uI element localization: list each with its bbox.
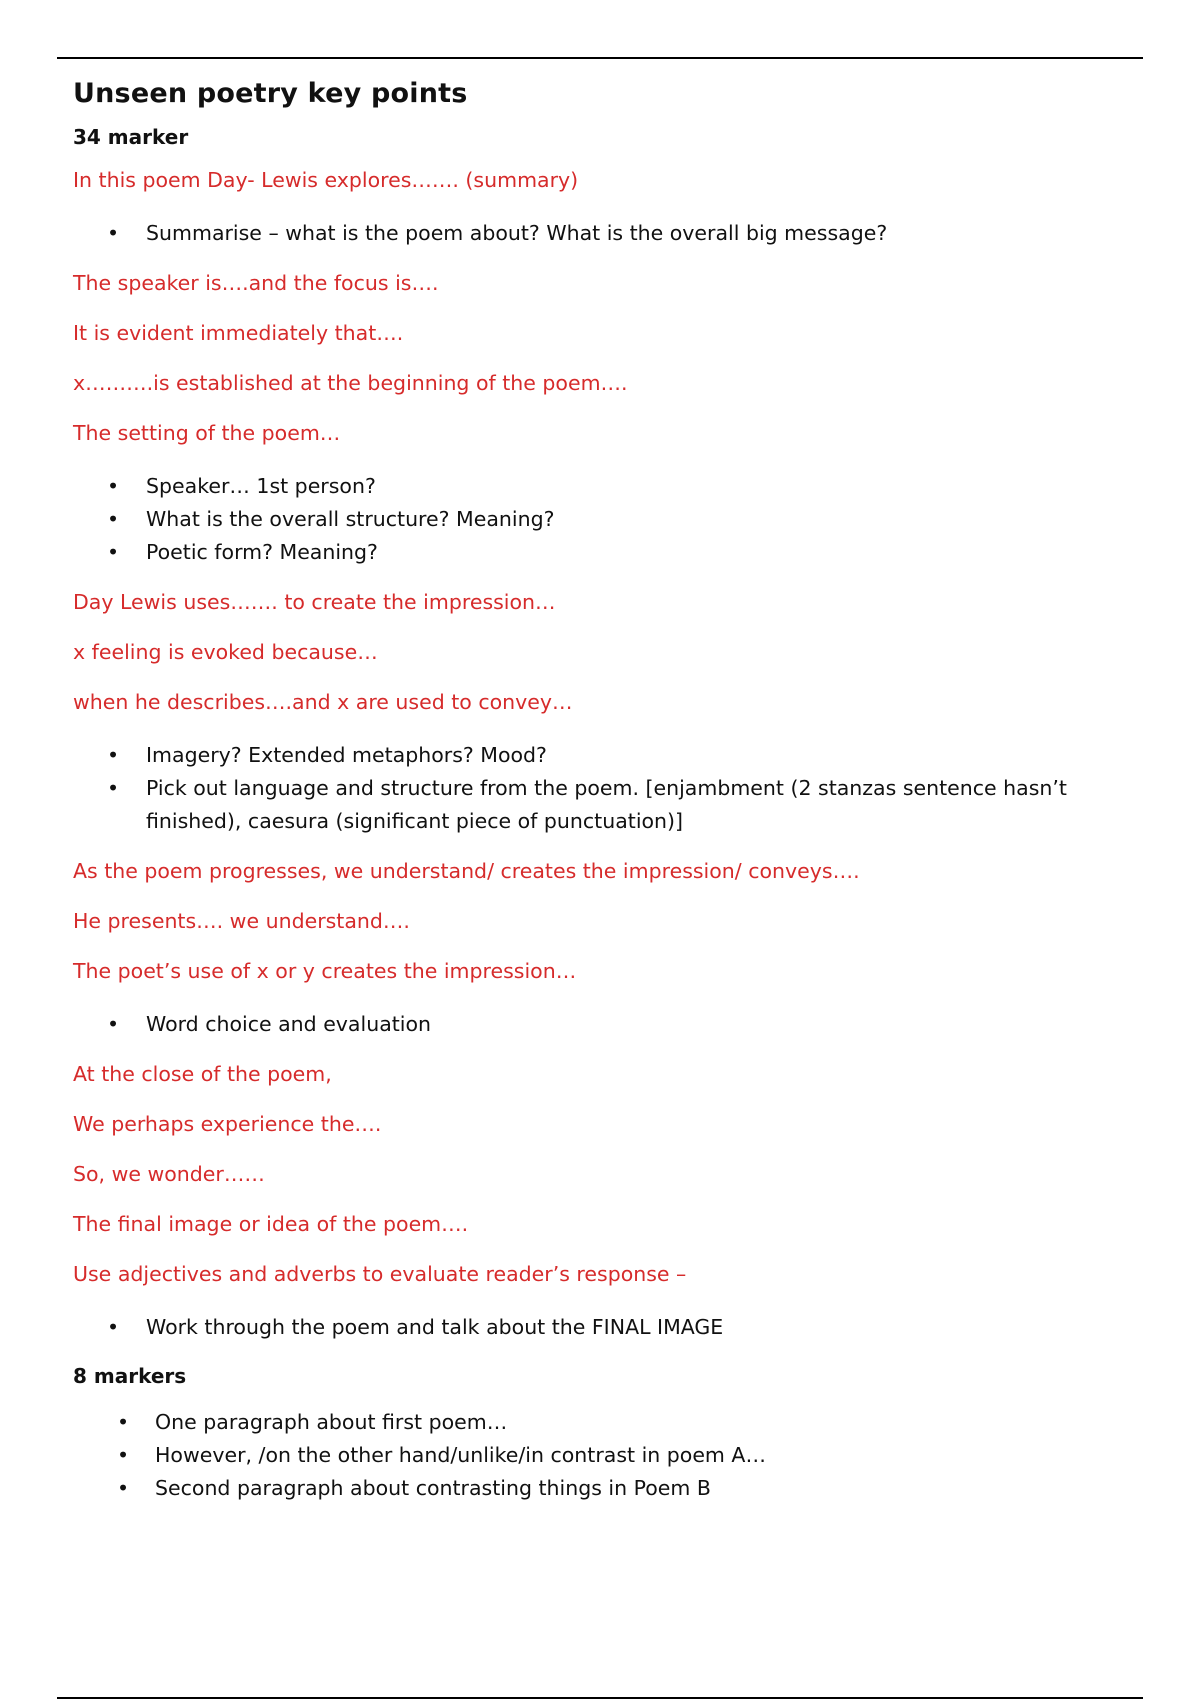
prompt-line: The poet’s use of x or y creates the impression… xyxy=(73,959,577,983)
list-item: • Imagery? Extended metaphors? Mood? xyxy=(73,739,1133,772)
bullet-list xyxy=(73,470,1133,569)
list-item: • One paragraph about first poem… xyxy=(73,1406,1133,1439)
bullet-list xyxy=(73,739,1133,838)
bullet-list xyxy=(73,217,1133,250)
prompt-line: x feeling is evoked because… xyxy=(73,640,378,664)
list-item: • What is the overall structure? Meaning? xyxy=(73,503,1133,536)
prompt-line: The speaker is….and the focus is…. xyxy=(73,271,439,295)
list-item: • Work through the poem and talk about the FINAL IMAGE xyxy=(73,1311,1133,1344)
prompt-line: Day Lewis uses……. to create the impression… xyxy=(73,590,556,614)
list-item: • Second paragraph about contrasting things in Poem B xyxy=(73,1472,1133,1505)
prompt-line: As the poem progresses, we understand/ creates the impression/ conveys…. xyxy=(73,859,860,883)
list-item: • Summarise – what is the poem about? What is the overall big message? xyxy=(73,217,1133,250)
bullet-list xyxy=(73,1008,1133,1041)
section-heading-8: 8 markers xyxy=(73,1364,187,1388)
list-item: • Poetic form? Meaning? xyxy=(73,536,1133,569)
prompt-line: The setting of the poem… xyxy=(73,421,341,445)
prompt-line: The final image or idea of the poem…. xyxy=(73,1212,469,1236)
page-title: Unseen poetry key points xyxy=(73,78,468,109)
list-item: • Word choice and evaluation xyxy=(73,1008,1133,1041)
section-heading-34: 34 marker xyxy=(73,125,189,149)
bullet-list xyxy=(73,1311,1133,1344)
prompt-line: So, we wonder…… xyxy=(73,1162,265,1186)
bullet-list xyxy=(73,1406,1133,1505)
prompt-line: At the close of the poem, xyxy=(73,1062,332,1086)
top-rule xyxy=(57,57,1143,59)
document-body xyxy=(73,72,1133,1525)
prompt-line: x……….is established at the beginning of the poem…. xyxy=(73,371,628,395)
prompt-line: In this poem Day- Lewis explores……. (summary) xyxy=(73,168,579,192)
prompt-line: Use adjectives and adverbs to evaluate reader’s response – xyxy=(73,1262,687,1286)
bottom-rule xyxy=(57,1697,1143,1699)
prompt-line: We perhaps experience the…. xyxy=(73,1112,382,1136)
list-item: • However, /on the other hand/unlike/in contrast in poem A… xyxy=(73,1439,1133,1472)
prompt-line: He presents…. we understand…. xyxy=(73,909,410,933)
list-item: • Pick out language and structure from the poem. [enjambment (2 stanzas sentence hasn’t finished), caesura (significant piece of punctuation)] xyxy=(73,772,1133,838)
prompt-line: It is evident immediately that…. xyxy=(73,321,404,345)
list-item: • Speaker… 1st person? xyxy=(73,470,1133,503)
prompt-line: when he describes….and x are used to convey… xyxy=(73,690,573,714)
